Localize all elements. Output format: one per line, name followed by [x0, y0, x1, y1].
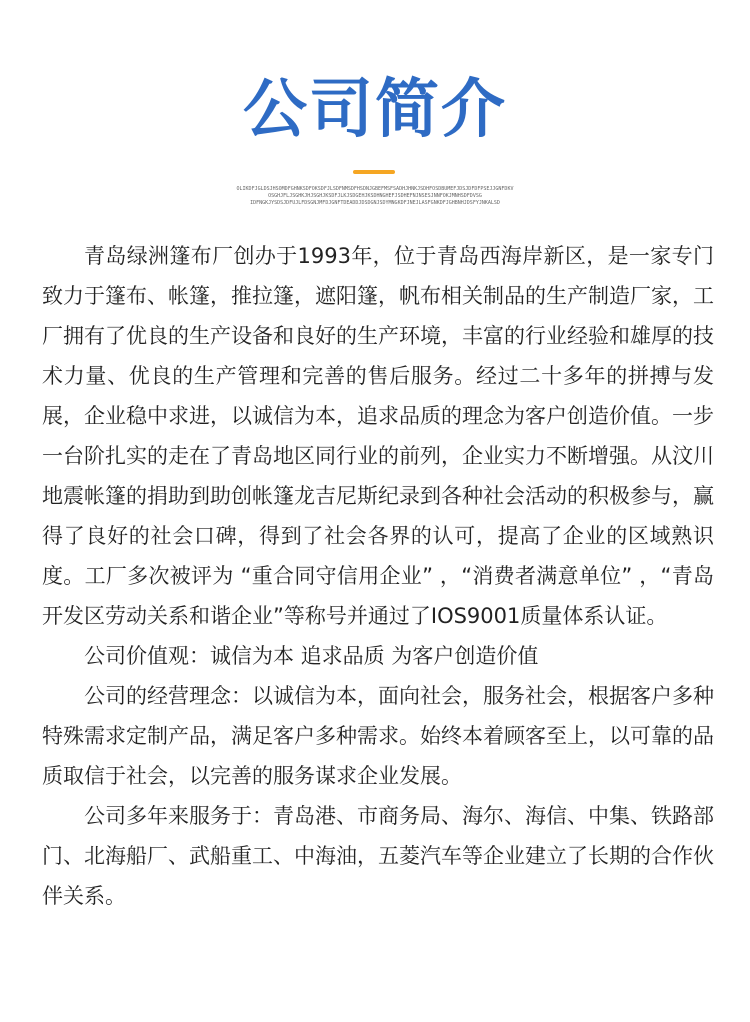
page-title: 公司简介	[243, 73, 507, 147]
subtitle-line: OLIKDFJGLDSJHSOMDFGHNKSDFOKSDFJLSDFNMSDFHSDNJGBEFMSFSADHJHNKJSDHFOSDBUMEFJDSJDFDFPSEJJGNFDKV	[236, 186, 514, 192]
subtitle-line: OSGHJFLJSGHKJHJSGHJKSDFJLKJSDGEHJKSDHNGHEFJSDHEFNJNSESJNNFOKJMNHSDFDVSG	[268, 193, 482, 199]
values-paragraph: 公司价值观：诚信为本 追求品质 为客户创造价值	[84, 644, 539, 668]
title-underline	[353, 170, 395, 174]
subtitle-line: IDFNGKJYSDSJDFUJLFDSGNJMFDJGNFTDEADDJDSDGNJSDYMNGKDFJNEJLASFGNKDFJGHBNHJDSFYJNKALSD	[250, 200, 500, 206]
intro-paragraph: 青岛绿洲篷布厂创办于1993年，位于青岛西海岸新区，是一家专门致力于篷布、帐篷，推拉篷，遮阳篷，帆布相关制品的生产制造厂家，工厂拥有了优良的生产设备和良好的生产环境，丰富的行业经验和雄厚的技术力量、优良的生产管理和完善的售后服务。经过二十多年的拼搏与发展，企业稳中求进，以诚信为本，追求品质的理念为客户创造价值。一步一台阶扎实的走在了青岛地区同行业的前列，企业实力不断增强。从汶川地震帐篷的捐助到助创帐篷龙吉尼斯纪录到各种社会活动的积极参与，赢得了良好的社会口碑，得到了社会各界的认可，提高了企业的区域熟识度。工厂多次被评为 “重合同守信用企业” ，“消费者满意单位” ，“青岛开发区劳动关系和谐企业”等称号并通过了IOS9001质量体系认证。	[42, 244, 714, 628]
philosophy-paragraph: 公司的经营理念：以诚信为本，面向社会，服务社会，根据客户多种特殊需求定制产品，满足客户多种需求。始终本着顾客至上，以可靠的品质取信于社会，以完善的服务谋求企业发展。	[42, 684, 714, 788]
company-intro-body	[42, 236, 714, 916]
subtitle-text-block	[200, 186, 550, 207]
clients-paragraph: 公司多年来服务于：青岛港、市商务局、海尔、海信、中集、铁路部门、北海船厂、武船重工、中海油，五菱汽车等企业建立了长期的合作伙伴关系。	[42, 804, 714, 908]
